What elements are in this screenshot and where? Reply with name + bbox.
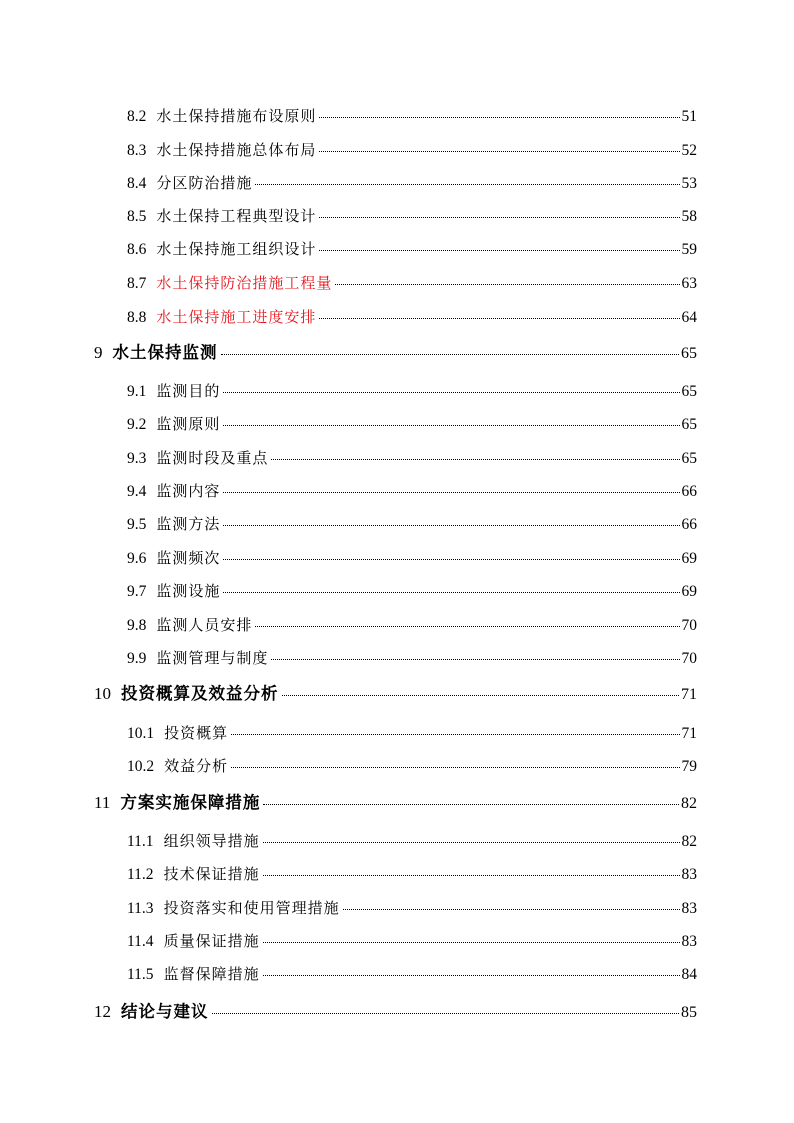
dot-leader <box>271 659 679 660</box>
dot-leader <box>335 284 679 285</box>
toc-entry-number: 9.7 <box>127 583 147 600</box>
toc-entry-title: 水土保持施工组织设计 <box>156 240 317 258</box>
toc-entry-number: 9 <box>94 343 103 362</box>
toc-entry-number: 11.4 <box>127 933 154 950</box>
toc-entry-page: 85 <box>681 1004 697 1021</box>
toc-entry-title: 监测内容 <box>156 482 221 500</box>
toc-entry-number: 8.5 <box>127 208 147 225</box>
dot-leader <box>223 559 679 560</box>
toc-entry-title: 投资概算 <box>164 724 229 742</box>
toc-entry-title: 监测原则 <box>156 415 221 433</box>
dot-leader <box>319 117 679 118</box>
dot-leader <box>343 909 680 910</box>
toc-entry-page: 65 <box>681 383 697 400</box>
toc-entry[interactable] <box>127 580 697 602</box>
toc-entry-page: 59 <box>681 241 697 258</box>
toc-entry-page: 66 <box>681 516 697 533</box>
dot-leader <box>319 250 679 251</box>
toc-entry-page: 83 <box>681 866 697 883</box>
dot-leader <box>319 217 679 218</box>
toc-entry-number: 9.3 <box>127 450 147 467</box>
dot-leader <box>263 875 680 876</box>
toc-entry-number: 9.1 <box>127 383 147 400</box>
toc-entry-number: 11.3 <box>127 900 154 917</box>
toc-entry[interactable] <box>127 647 697 669</box>
toc-entry-number: 10.1 <box>127 725 155 742</box>
dot-leader <box>223 592 679 593</box>
toc-entry-page: 65 <box>681 450 697 467</box>
toc-entry[interactable] <box>127 897 697 919</box>
toc-entry-title: 投资概算及效益分析 <box>121 684 279 703</box>
toc-entry-title: 监测频次 <box>156 549 221 567</box>
toc-entry[interactable] <box>127 547 697 569</box>
toc-entry-page: 71 <box>681 725 697 742</box>
toc-entry-number: 8.6 <box>127 241 147 258</box>
toc-entry-title: 监测时段及重点 <box>156 449 269 467</box>
dot-leader <box>223 392 679 393</box>
toc-entry-title: 监测目的 <box>156 382 221 400</box>
toc-entry-number: 10 <box>94 684 111 703</box>
toc-entry[interactable] <box>127 480 697 502</box>
toc-entry[interactable] <box>127 306 697 328</box>
toc-entry-title: 方案实施保障措施 <box>120 793 261 812</box>
dot-leader <box>319 151 679 152</box>
dot-leader <box>255 626 679 627</box>
dot-leader <box>263 842 680 843</box>
toc-entry-number: 8.7 <box>127 275 147 292</box>
toc-entry-page: 65 <box>681 345 697 362</box>
toc-entry-page: 70 <box>681 650 697 667</box>
dot-leader <box>263 942 680 943</box>
toc-entry-title: 水土保持监测 <box>112 343 218 362</box>
toc-entry-title: 监测设施 <box>156 582 221 600</box>
dot-leader <box>231 767 679 768</box>
toc-entry-title: 监测人员安排 <box>156 616 253 634</box>
toc-entry[interactable] <box>127 863 697 885</box>
toc-entry-title: 组织领导措施 <box>163 832 260 850</box>
toc-entry-page: 82 <box>681 833 697 850</box>
toc-entry[interactable] <box>127 238 697 260</box>
toc-entry-title: 监测管理与制度 <box>156 649 269 667</box>
toc-entry-title: 水土保持施工进度安排 <box>156 308 317 326</box>
toc-chapter[interactable] <box>94 680 697 702</box>
toc-entry-number: 10.2 <box>127 758 155 775</box>
toc-entry-number: 8.3 <box>127 142 147 159</box>
dot-leader <box>223 525 679 526</box>
toc-entry-title: 投资落实和使用管理措施 <box>163 899 340 917</box>
dot-leader <box>263 804 679 805</box>
toc-entry-page: 84 <box>681 966 697 983</box>
toc-entry-title: 技术保证措施 <box>163 865 260 883</box>
dot-leader <box>223 492 679 493</box>
toc-entry-title: 监测方法 <box>156 515 221 533</box>
toc-entry-page: 64 <box>681 309 697 326</box>
dot-leader <box>221 354 680 355</box>
toc-entry[interactable] <box>127 963 697 985</box>
toc-entry[interactable] <box>127 105 697 127</box>
toc-entry[interactable] <box>127 272 697 294</box>
toc-entry-title: 质量保证措施 <box>163 932 260 950</box>
toc-entry-title: 水土保持措施布设原则 <box>156 107 317 125</box>
toc-entry-page: 83 <box>681 933 697 950</box>
toc-entry[interactable] <box>127 380 697 402</box>
toc-entry-number: 9.5 <box>127 516 147 533</box>
toc-entry-number: 9.6 <box>127 550 147 567</box>
toc-entry-title: 监督保障措施 <box>163 965 260 983</box>
toc-entry-number: 11 <box>94 793 111 812</box>
toc-entry-number: 12 <box>94 1002 111 1021</box>
toc-entry-number: 9.4 <box>127 483 147 500</box>
toc-chapter[interactable] <box>94 998 697 1020</box>
toc-entry-number: 8.2 <box>127 108 147 125</box>
toc-entry-number: 8.8 <box>127 309 147 326</box>
toc-entry[interactable] <box>127 614 697 636</box>
toc-entry-number: 8.4 <box>127 175 147 192</box>
toc-entry-title: 分区防治措施 <box>156 174 253 192</box>
dot-leader <box>282 695 680 696</box>
toc-entry[interactable] <box>127 930 697 952</box>
toc-entry-page: 83 <box>681 900 697 917</box>
dot-leader <box>255 184 679 185</box>
dot-leader <box>223 425 679 426</box>
toc-entry-number: 9.2 <box>127 416 147 433</box>
toc-entry[interactable] <box>127 139 697 161</box>
toc-entry-title: 结论与建议 <box>121 1002 209 1021</box>
toc-entry[interactable] <box>127 205 697 227</box>
toc-entry-number: 11.1 <box>127 833 154 850</box>
toc-entry-page: 79 <box>681 758 697 775</box>
toc-entry-number: 9.8 <box>127 617 147 634</box>
toc-entry-page: 51 <box>681 108 697 125</box>
toc-entry[interactable] <box>127 447 697 469</box>
toc-entry[interactable] <box>127 413 697 435</box>
toc-entry-number: 11.5 <box>127 966 154 983</box>
toc-entry[interactable] <box>127 513 697 535</box>
toc-entry-page: 71 <box>681 686 697 703</box>
toc-entry-page: 63 <box>681 275 697 292</box>
toc-entry-page: 65 <box>681 416 697 433</box>
toc-entry[interactable] <box>127 830 697 852</box>
toc-entry-title: 水土保持措施总体布局 <box>156 141 317 159</box>
dot-leader <box>271 459 679 460</box>
dot-leader <box>319 318 679 319</box>
toc-entry-page: 69 <box>681 550 697 567</box>
toc-entry-number: 9.9 <box>127 650 147 667</box>
dot-leader <box>263 975 680 976</box>
toc-entry-page: 66 <box>681 483 697 500</box>
toc-entry[interactable] <box>127 722 697 744</box>
toc-chapter[interactable] <box>94 339 697 361</box>
toc-entry-page: 70 <box>681 617 697 634</box>
toc-entry-number: 11.2 <box>127 866 154 883</box>
toc-entry-title: 效益分析 <box>164 757 229 775</box>
toc-entry-title: 水土保持防治措施工程量 <box>156 274 333 292</box>
toc-entry-page: 58 <box>681 208 697 225</box>
toc-entry-title: 水土保持工程典型设计 <box>156 207 317 225</box>
toc-entry-page: 53 <box>681 175 697 192</box>
toc-entry[interactable] <box>127 755 697 777</box>
toc-entry-page: 82 <box>681 795 697 812</box>
toc-entry-page: 69 <box>681 583 697 600</box>
toc-entry[interactable] <box>127 172 697 194</box>
toc-chapter[interactable] <box>94 789 697 811</box>
toc-entry-page: 52 <box>681 142 697 159</box>
dot-leader <box>212 1013 680 1014</box>
dot-leader <box>231 734 679 735</box>
